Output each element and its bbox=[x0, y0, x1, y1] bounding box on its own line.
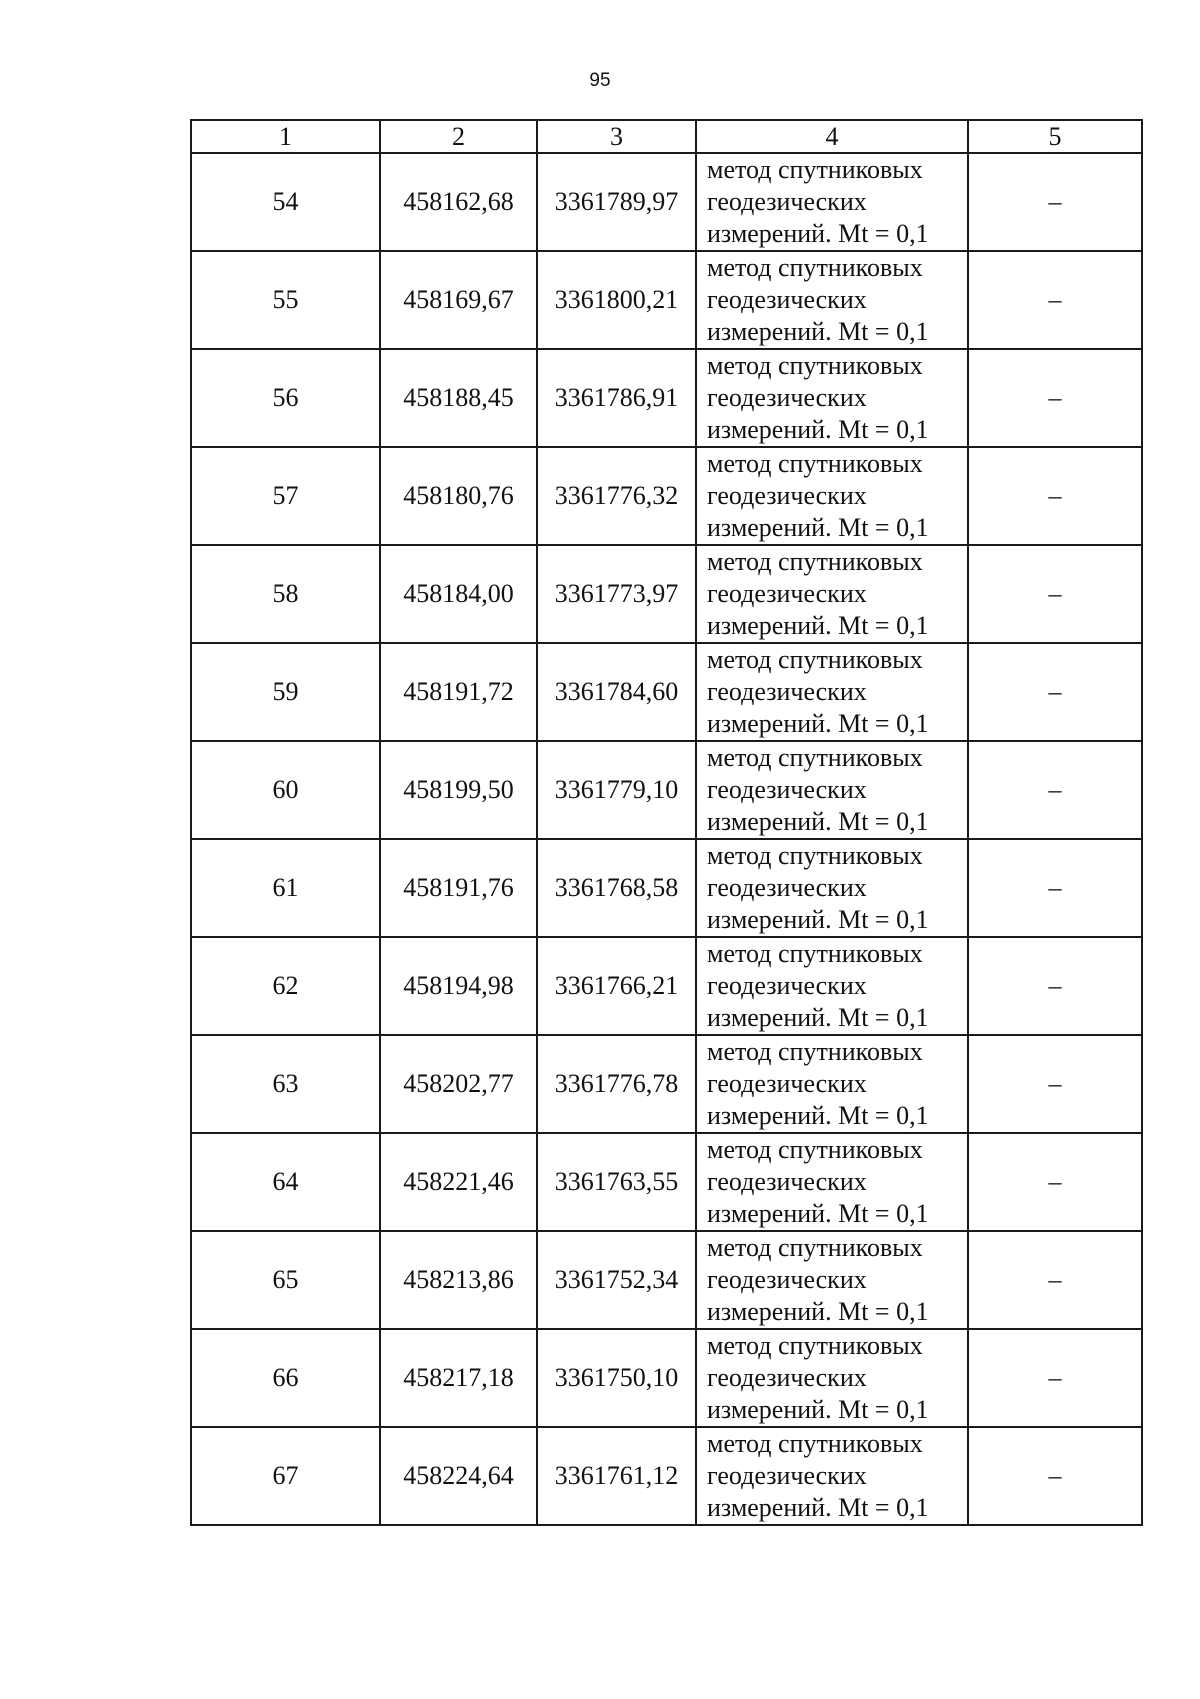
method-cell bbox=[696, 1035, 968, 1133]
point-number-cell: 62 bbox=[191, 937, 380, 1035]
page-number: 95 bbox=[589, 70, 611, 91]
method-line: метод спутниковых bbox=[707, 1331, 923, 1360]
note-cell: – bbox=[968, 1231, 1142, 1329]
y-coordinate-cell: 3361784,60 bbox=[537, 643, 696, 741]
table-row bbox=[191, 937, 1142, 1035]
x-coordinate-cell: 458213,86 bbox=[380, 1231, 537, 1329]
method-cell bbox=[696, 741, 968, 839]
method-cell bbox=[696, 251, 968, 349]
point-number-cell: 60 bbox=[191, 741, 380, 839]
method-line: измерений. Mt = 0,1 bbox=[707, 611, 929, 640]
y-coordinate-cell: 3361763,55 bbox=[537, 1133, 696, 1231]
y-coordinate-cell: 3361789,97 bbox=[537, 153, 696, 251]
x-coordinate-cell: 458184,00 bbox=[380, 545, 537, 643]
point-number-cell: 56 bbox=[191, 349, 380, 447]
method-cell bbox=[696, 839, 968, 937]
point-number-cell: 58 bbox=[191, 545, 380, 643]
table-row bbox=[191, 1133, 1142, 1231]
point-number-cell: 64 bbox=[191, 1133, 380, 1231]
method-line: измерений. Mt = 0,1 bbox=[707, 1297, 929, 1326]
method-line: метод спутниковых bbox=[707, 645, 923, 674]
note-cell: – bbox=[968, 1427, 1142, 1525]
table-row bbox=[191, 643, 1142, 741]
table-row bbox=[191, 839, 1142, 937]
method-line: геодезических bbox=[707, 1363, 867, 1392]
method-line: метод спутниковых bbox=[707, 449, 923, 478]
header-col-4: 4 bbox=[696, 120, 968, 153]
method-line: геодезических bbox=[707, 187, 867, 216]
method-line: геодезических bbox=[707, 383, 867, 412]
method-cell bbox=[696, 1329, 968, 1427]
coordinates-table bbox=[190, 119, 1143, 1526]
y-coordinate-cell: 3361776,78 bbox=[537, 1035, 696, 1133]
method-line: измерений. Mt = 0,1 bbox=[707, 709, 929, 738]
point-number-cell: 59 bbox=[191, 643, 380, 741]
table-row bbox=[191, 153, 1142, 251]
point-number-cell: 57 bbox=[191, 447, 380, 545]
note-cell: – bbox=[968, 839, 1142, 937]
method-cell bbox=[696, 643, 968, 741]
y-coordinate-cell: 3361766,21 bbox=[537, 937, 696, 1035]
point-number-cell: 65 bbox=[191, 1231, 380, 1329]
table-row bbox=[191, 349, 1142, 447]
note-cell: – bbox=[968, 349, 1142, 447]
note-cell: – bbox=[968, 1329, 1142, 1427]
method-cell bbox=[696, 1133, 968, 1231]
point-number-cell: 61 bbox=[191, 839, 380, 937]
x-coordinate-cell: 458191,72 bbox=[380, 643, 537, 741]
method-cell bbox=[696, 1231, 968, 1329]
header-col-2: 2 bbox=[380, 120, 537, 153]
point-number-cell: 55 bbox=[191, 251, 380, 349]
note-cell: – bbox=[968, 937, 1142, 1035]
method-line: геодезических bbox=[707, 677, 867, 706]
method-cell bbox=[696, 545, 968, 643]
y-coordinate-cell: 3361752,34 bbox=[537, 1231, 696, 1329]
method-line: измерений. Mt = 0,1 bbox=[707, 1493, 929, 1522]
x-coordinate-cell: 458217,18 bbox=[380, 1329, 537, 1427]
note-cell: – bbox=[968, 251, 1142, 349]
x-coordinate-cell: 458188,45 bbox=[380, 349, 537, 447]
y-coordinate-cell: 3361773,97 bbox=[537, 545, 696, 643]
method-cell bbox=[696, 937, 968, 1035]
method-line: метод спутниковых bbox=[707, 841, 923, 870]
x-coordinate-cell: 458169,67 bbox=[380, 251, 537, 349]
table-row bbox=[191, 251, 1142, 349]
table-row bbox=[191, 447, 1142, 545]
method-line: измерений. Mt = 0,1 bbox=[707, 415, 929, 444]
method-line: измерений. Mt = 0,1 bbox=[707, 1101, 929, 1130]
point-number-cell: 54 bbox=[191, 153, 380, 251]
method-line: метод спутниковых bbox=[707, 351, 923, 380]
method-line: метод спутниковых bbox=[707, 547, 923, 576]
method-cell bbox=[696, 153, 968, 251]
x-coordinate-cell: 458224,64 bbox=[380, 1427, 537, 1525]
x-coordinate-cell: 458194,98 bbox=[380, 937, 537, 1035]
note-cell: – bbox=[968, 1035, 1142, 1133]
x-coordinate-cell: 458162,68 bbox=[380, 153, 537, 251]
table-header bbox=[191, 120, 1142, 153]
note-cell: – bbox=[968, 545, 1142, 643]
method-line: измерений. Mt = 0,1 bbox=[707, 513, 929, 542]
x-coordinate-cell: 458202,77 bbox=[380, 1035, 537, 1133]
y-coordinate-cell: 3361779,10 bbox=[537, 741, 696, 839]
method-line: метод спутниковых bbox=[707, 1135, 923, 1164]
method-line: геодезических bbox=[707, 579, 867, 608]
method-line: геодезических bbox=[707, 1069, 867, 1098]
method-line: измерений. Mt = 0,1 bbox=[707, 1199, 929, 1228]
method-line: измерений. Mt = 0,1 bbox=[707, 219, 929, 248]
table-row bbox=[191, 1427, 1142, 1525]
method-line: измерений. Mt = 0,1 bbox=[707, 1003, 929, 1032]
y-coordinate-cell: 3361800,21 bbox=[537, 251, 696, 349]
y-coordinate-cell: 3361786,91 bbox=[537, 349, 696, 447]
method-line: измерений. Mt = 0,1 bbox=[707, 1395, 929, 1424]
method-line: геодезических bbox=[707, 1265, 867, 1294]
y-coordinate-cell: 3361776,32 bbox=[537, 447, 696, 545]
note-cell: – bbox=[968, 447, 1142, 545]
point-number-cell: 63 bbox=[191, 1035, 380, 1133]
x-coordinate-cell: 458221,46 bbox=[380, 1133, 537, 1231]
method-line: геодезических bbox=[707, 971, 867, 1000]
table-body bbox=[191, 153, 1142, 1525]
method-line: геодезических bbox=[707, 481, 867, 510]
x-coordinate-cell: 458180,76 bbox=[380, 447, 537, 545]
method-cell bbox=[696, 1427, 968, 1525]
point-number-cell: 66 bbox=[191, 1329, 380, 1427]
note-cell: – bbox=[968, 643, 1142, 741]
method-line: геодезических bbox=[707, 1461, 867, 1490]
method-line: метод спутниковых bbox=[707, 1429, 923, 1458]
x-coordinate-cell: 458191,76 bbox=[380, 839, 537, 937]
method-line: метод спутниковых bbox=[707, 1233, 923, 1262]
table-row bbox=[191, 1329, 1142, 1427]
method-line: метод спутниковых bbox=[707, 253, 923, 282]
method-line: метод спутниковых bbox=[707, 939, 923, 968]
method-line: метод спутниковых bbox=[707, 743, 923, 772]
note-cell: – bbox=[968, 1133, 1142, 1231]
header-row bbox=[191, 120, 1142, 153]
note-cell: – bbox=[968, 741, 1142, 839]
table-row bbox=[191, 1231, 1142, 1329]
table-row bbox=[191, 741, 1142, 839]
method-line: измерений. Mt = 0,1 bbox=[707, 905, 929, 934]
method-line: измерений. Mt = 0,1 bbox=[707, 317, 929, 346]
y-coordinate-cell: 3361750,10 bbox=[537, 1329, 696, 1427]
header-col-5: 5 bbox=[968, 120, 1142, 153]
method-cell bbox=[696, 447, 968, 545]
method-line: геодезических bbox=[707, 1167, 867, 1196]
method-line: геодезических bbox=[707, 285, 867, 314]
note-cell: – bbox=[968, 153, 1142, 251]
point-number-cell: 67 bbox=[191, 1427, 380, 1525]
method-line: геодезических bbox=[707, 775, 867, 804]
method-line: измерений. Mt = 0,1 bbox=[707, 807, 929, 836]
header-col-1: 1 bbox=[191, 120, 380, 153]
table-row bbox=[191, 1035, 1142, 1133]
method-line: метод спутниковых bbox=[707, 1037, 923, 1066]
method-cell bbox=[696, 349, 968, 447]
method-line: геодезических bbox=[707, 873, 867, 902]
method-line: метод спутниковых bbox=[707, 155, 923, 184]
y-coordinate-cell: 3361768,58 bbox=[537, 839, 696, 937]
y-coordinate-cell: 3361761,12 bbox=[537, 1427, 696, 1525]
x-coordinate-cell: 458199,50 bbox=[380, 741, 537, 839]
table-row bbox=[191, 545, 1142, 643]
header-col-3: 3 bbox=[537, 120, 696, 153]
